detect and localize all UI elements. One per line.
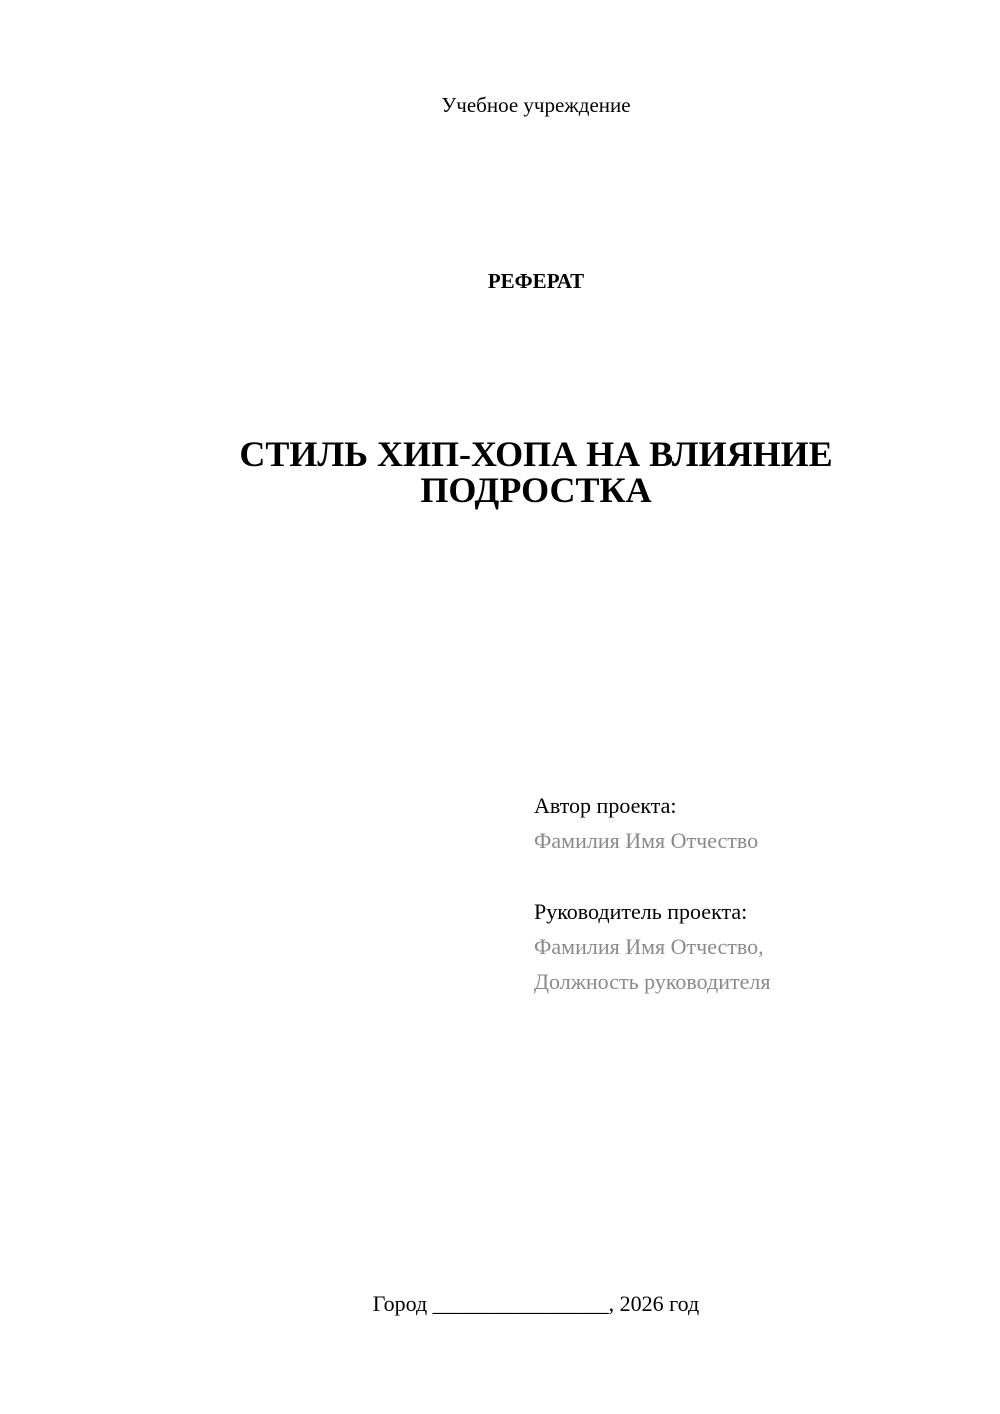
title-line-2: ПОДРОСТКА: [420, 470, 652, 510]
supervisor-name: Фамилия Имя Отчество,: [534, 934, 764, 959]
credits-block: [534, 788, 974, 999]
document-title: [150, 436, 922, 508]
institution-name: Учебное учреждение: [441, 93, 631, 117]
supervisor-position: Должность руководителя: [534, 969, 771, 994]
credits-spacer: [534, 858, 974, 894]
author-label: Автор проекта:: [534, 793, 677, 818]
author-name: Фамилия Имя Отчество: [534, 828, 759, 853]
supervisor-label: Руководитель проекта:: [534, 899, 748, 924]
city-year-footer: Город ________________, 2026 год: [372, 1291, 700, 1316]
title-line-1: СТИЛЬ ХИП-ХОПА НА ВЛИЯНИЕ: [239, 434, 833, 474]
document-type: РЕФЕРАТ: [487, 269, 585, 293]
